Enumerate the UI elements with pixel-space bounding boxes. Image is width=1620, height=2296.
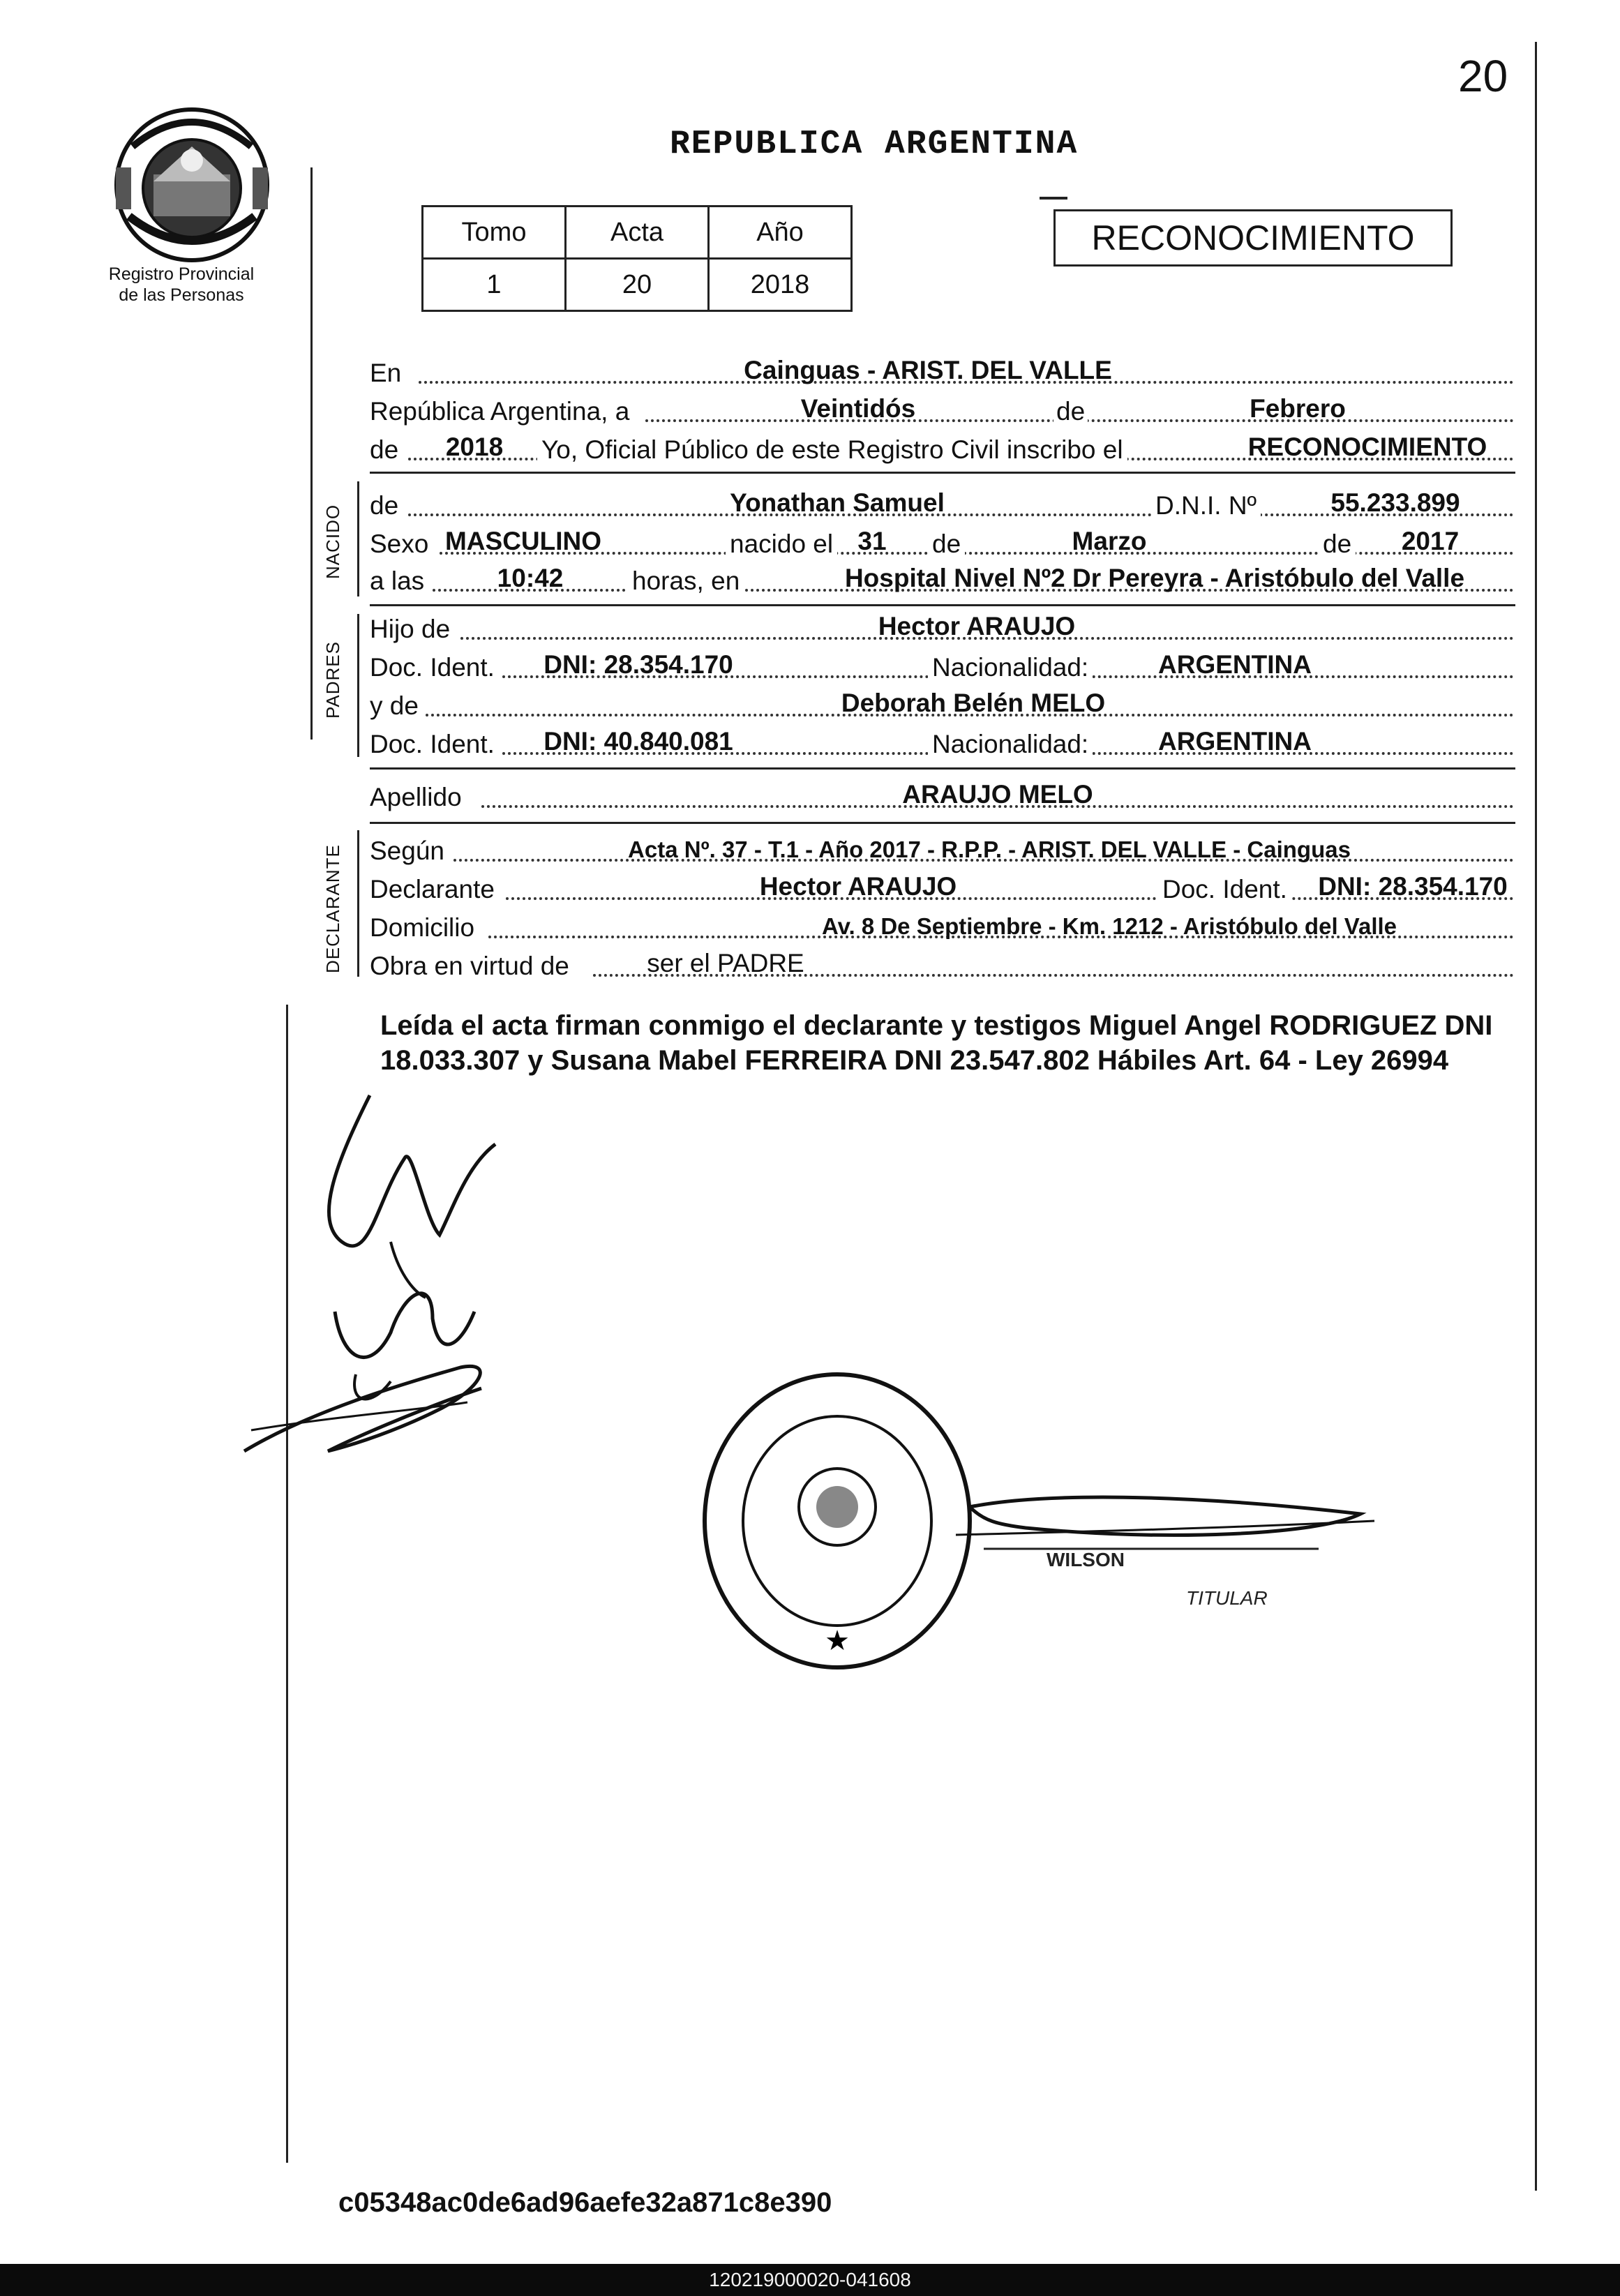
value-anio: 2018 (709, 259, 852, 311)
label-de-year: de (370, 435, 399, 464)
value-acta: 20 (566, 259, 709, 311)
row-segun (370, 834, 1514, 869)
row-domicilio (370, 910, 1514, 945)
value-declarante: Hector ARAUJO (759, 872, 957, 901)
row-nombre (370, 488, 1514, 523)
value-nac-anio: 2017 (1401, 527, 1460, 555)
separator (370, 604, 1515, 606)
official-name: WILSON (1047, 1549, 1125, 1570)
value-mes: Febrero (1250, 394, 1346, 423)
value-lugar-nac: Hospital Nivel Nº2 Dr Pereyra - Aristóbulo del Valle (844, 564, 1465, 592)
header-acta: Acta (566, 207, 709, 259)
value-obra: ser el PADRE (647, 949, 804, 977)
row-declarante (370, 872, 1514, 907)
separator (370, 472, 1515, 474)
value-madre-doc: DNI: 40.840.081 (543, 727, 733, 756)
value-anio: 2018 (445, 433, 504, 461)
document-hash: c05348ac0de6ad96aefe32a871c8e390 (338, 2187, 832, 2218)
label-republica: República Argentina, a (370, 397, 630, 426)
label-apellido: Apellido (370, 783, 462, 811)
closing-statement: Leída el acta firman conmigo el declarante y testigos Miguel Angel RODRIGUEZ DNI 18.033.307 y Susana Mabel FERREIRA DNI 23.547.802 Hábiles Art. 64 - Ley 26994 (380, 1010, 1493, 1076)
row-en (370, 356, 1514, 391)
label-segun: Según (370, 836, 444, 865)
label-domicilio: Domicilio (370, 913, 475, 942)
value-sexo: MASCULINO (444, 527, 602, 555)
label-nacido-el: nacido el (726, 530, 837, 559)
value-segun: Acta Nº. 37 - T.1 - Año 2017 - R.P.P. - ARIST. DEL VALLE - Cainguas (628, 836, 1351, 862)
label-oficial: Yo, Oficial Público de este Registro Civil inscribo el (537, 435, 1127, 465)
header-tomo: Tomo (423, 207, 566, 259)
left-margin-line-top (310, 167, 313, 740)
label-declarante: Declarante (370, 875, 495, 903)
page-number: 20 (1458, 51, 1508, 101)
label-nacionalidad: Nacionalidad: (928, 653, 1093, 682)
logo-caption (84, 264, 279, 306)
value-padre: Hector ARAUJO (878, 612, 1076, 640)
label-sexo: Sexo (370, 530, 429, 558)
registry-table (421, 205, 853, 312)
side-label-declarante: DECLARANTE (322, 844, 343, 973)
value-padre-doc: DNI: 28.354.170 (543, 650, 733, 679)
row-sexo (370, 527, 1514, 562)
value-dni: 55.233.899 (1330, 488, 1460, 517)
document-heading: REPUBLICA ARGENTINA (670, 126, 1079, 163)
side-label-nacido: NACIDO (322, 504, 343, 579)
value-domicilio: Av. 8 De Septiembre - Km. 1212 - Aristóbulo del Valle (821, 913, 1397, 939)
header-anio: Año (709, 207, 852, 259)
label-de: de (1053, 397, 1088, 426)
label-hijo-de: Hijo de (370, 615, 451, 643)
label-doc-ident: Doc. Ident. (370, 730, 495, 758)
label-obra: Obra en virtud de (370, 952, 569, 980)
label-doc-ident2: Doc. Ident. (1158, 875, 1291, 904)
row-obra (370, 949, 1514, 984)
value-tomo: 1 (423, 259, 566, 311)
separator (370, 767, 1515, 770)
label-nacionalidad: Nacionalidad: (928, 730, 1093, 759)
value-madre-nac: ARGENTINA (1158, 727, 1312, 756)
row-apellido (370, 780, 1514, 815)
side-label-padres: PADRES (322, 641, 343, 719)
record-type-box: RECONOCIMIENTO (1053, 209, 1453, 267)
row-madre (370, 689, 1514, 723)
declarante-bracket (357, 830, 359, 977)
nacido-bracket (357, 481, 359, 596)
row-inscripcion (370, 433, 1514, 467)
right-margin-line (1535, 42, 1537, 2191)
svg-text:★: ★ (825, 1625, 850, 1657)
value-nombre: Yonathan Samuel (730, 488, 945, 517)
value-tipo: RECONOCIMIENTO (1247, 433, 1487, 461)
value-dia: Veintidós (800, 394, 916, 423)
registry-stamp (698, 1367, 977, 1674)
value-lugar: Cainguas - ARIST. DEL VALLE (744, 356, 1112, 384)
label-dni: D.N.I. Nº (1151, 491, 1261, 520)
label-de3: de (1319, 530, 1356, 559)
value-nac-dia: 31 (857, 527, 887, 555)
label-y-de: y de (370, 691, 419, 720)
official-title: TITULAR (1186, 1587, 1268, 1609)
value-nac-mes: Marzo (1072, 527, 1147, 555)
label-en: En (370, 359, 402, 387)
label-de-name: de (370, 491, 399, 520)
separator (370, 822, 1515, 824)
value-apellido: ARAUJO MELO (902, 780, 1093, 809)
logo-caption-line1: Registro Provincial (108, 264, 255, 284)
logo-caption-line2: de las Personas (119, 285, 244, 305)
value-declarante-doc: DNI: 28.354.170 (1318, 872, 1508, 901)
record-mark (1040, 197, 1067, 200)
signatures (230, 1081, 621, 1472)
row-padre (370, 612, 1514, 647)
label-a-las: a las (370, 567, 425, 595)
label-horas-en: horas, en (628, 567, 744, 596)
footer-code-bar: 120219000020-041608 (0, 2264, 1620, 2296)
value-padre-nac: ARGENTINA (1158, 650, 1312, 679)
row-madre-doc (370, 727, 1514, 762)
official-signature (956, 1479, 1388, 1619)
row-hora (370, 564, 1514, 599)
provincial-seal-logo (112, 105, 272, 265)
value-madre: Deborah Belén MELO (841, 689, 1106, 717)
padres-bracket (357, 614, 359, 757)
label-doc-ident: Doc. Ident. (370, 653, 495, 682)
value-hora: 10:42 (497, 564, 564, 592)
row-padre-doc (370, 650, 1514, 685)
label-de2: de (928, 530, 965, 559)
row-fecha (370, 394, 1514, 429)
